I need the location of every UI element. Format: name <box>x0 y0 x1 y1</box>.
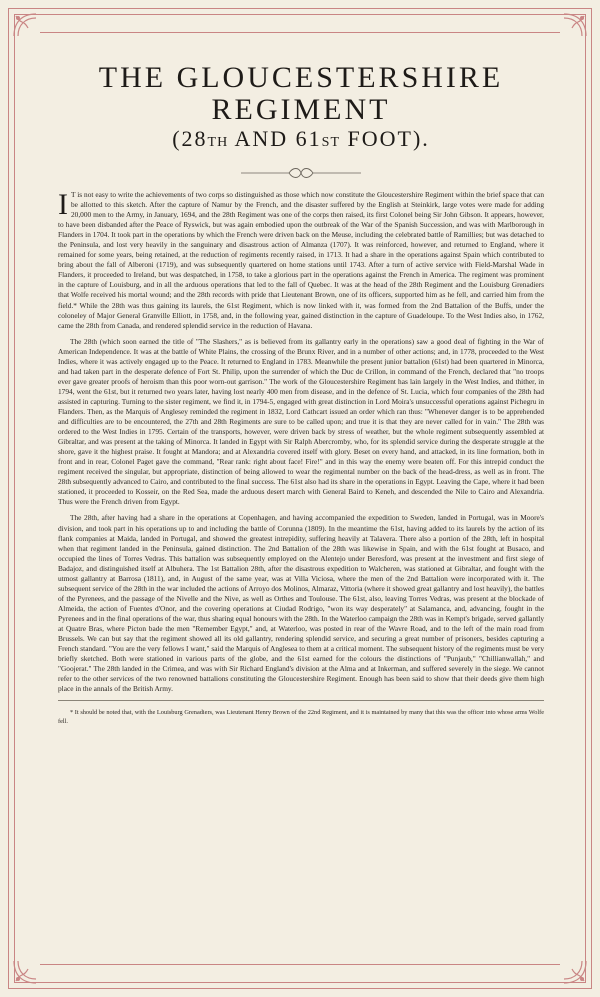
article-body <box>58 190 544 694</box>
paragraph: The 28th (which soon earned the title of "The Slashers," as is believed from its gallantry early in the operations) saw a good deal of fighting in the War of American Independence. It was at the battle of White Plains, the crossing of the Brunx River, and in a number of other actions; and, in 1778, proceeded to the West Indies, where it was actively engaged up to the Peace. It returned to England in 1783. Meanwhile the present junior battalion (61st) had been quartered in Minorca, and had taken part in the desperate defence of Fort St. Philip, upon the surrender of which the Duc de Crillon, in command of the French, declared that "no troops ever gave greater proofs of heroism than this poor worn-out garrison." The work of the Gloucestershire Regiment has lain largely in the West Indies, and thither, in 1794, went the 61st, but it returned two years later, having lost nearly 400 men from disease, and in the defence of St. Lucia, which four companies of the 28th had assisted in capturing. Turning to the sister regiment, we find it, in 1794-5, engaged with great distinction in Lord Moira's unsuccessful operations against Pichegru in Flanders. Then, as the Marquis of Anglesey reminded the regiment in 1832, Lord Cathcart issued an order which ran thus: "Whenever danger is to be apprehended and difficulties are to be encountered, the 27th and 28th Regiments are sure to be called upon; and true it is that they are never called for in vain." The 28th was ordered to the West Indies in 1795. Certain of the transports, however, were driven back by stress of weather, but the whole regiment subsequently assembled at Gibraltar, and was present at the taking of Minorca. It landed in Egypt with Sir Ralph Abercromby, who, for its splendid service during the desperate struggle at the shore, gave it the highest praise. It fought at Mandora; and at Alexandria covered itself with glory. Beset on every hand, and attacked, in its line formation, both in front and in rear, Colonel Paget gave the command, "Rear rank: right about face! Fire!" and in this way the enemy were beaten off. For this intrepid conduct the regiment received the singular, but appropriate, distinction of being allowed to wear the regimental number on the back of the head-dress, as well as in front. The 28th subsequently advanced to Cairo, and contributed to the final success. The 61st also had its share in the operations in Egypt. Leaving the Cape, where it had been stationed, it proceeded to Kosseir, on the Red Sea, made the arduous desert march with General Baird to Keneh, and descended the Nile to Cairo and Alexandria. Thus were the French driven from Egypt. <box>58 336 544 507</box>
footnote: * It should be noted that, with the Louisburg Grenadiers, was Lieutenant Henry Brown of the 22nd Regiment, and it is maintained by many that this was the officer into whose arms Wolfe fell. <box>58 709 544 725</box>
corner-ornament-top-right <box>560 10 590 40</box>
page-subtitle: (28TH AND 61ST FOOT). <box>172 126 430 151</box>
top-border-line <box>40 32 560 33</box>
drop-cap: I <box>58 188 68 221</box>
divider-ornament <box>58 166 544 180</box>
page-title: THE GLOUCESTERSHIRE REGIMENT <box>98 61 504 126</box>
bottom-border-line <box>40 964 560 965</box>
corner-ornament-bottom-left <box>10 957 40 987</box>
footnote-rule <box>58 700 544 701</box>
paragraph: I T is not easy to write the achievements of two corps so distinguished as those which now constitute the Gloucestershire Regiment within the brief space that can be allotted to this sketch. After the capture of Namur by the French, and the disaster suffered by the English at Steinkirk, large votes were made for adding 20,000 men to the Army, in January, 1694, and the 28th Regiment was one of the corps then raised, its first Colonel being Sir John Gibson. It appears, however, to have been disbanded after the Peace of Ryswick, but was again embodied upon the outbreak of the War of the Spanish Succession, and was with Marlborough in Flanders in 1704. It took part in the operations by which the French were driven back on the Meuse, including the celebrated battle of Ramillies; but was detached to the Peninsula, and lost very heavily in the sanguinary and disastrous action of Almanza (1707). It was reinforced, however, and returned to England, where it remained for some years, being retained, at the reduction of regiments recently raised, in 1713. It had a share in the operations against Spain which contributed to bring about the fall of Alberoni (1719), and was subsequently quartered on home stations until 1743. After a turn of active service with Field-Marshal Wade in Flanders, it proceeded to Ireland, but was despatched, in 1758, to take a glorious part in the operations against the French in America. The regiment was prominent in the capture of Louisburg, and in all the arduous operations that led to the fall of Quebec. It was at the head of the 28th Regiment and the Louisburg Grenadiers that Wolfe received his mortal wound; and the 28th records with pride that Lieutenant Brown, one of its officers, supported him as he fell, and carried him from the field.* While the 28th was thus gaining its laurels, the 61st Regiment, which is now linked with it, was formed from the 2nd Battalion of the Buffs, under the coloneley of Major General Granville Elliott, in 1758, and, in the following year, gained distinction in the capture of Guadeloupe. To the West Indies also, in 1762, came the 28th from Canada, and rendered splendid service in the reduction of Havana. <box>58 188 544 330</box>
corner-ornament-top-left <box>10 10 40 40</box>
article <box>58 62 544 726</box>
paragraph: The 28th, after having had a share in the operations at Copenhagen, and having accompanied the expedition to Sweden, landed in Portugal, was in Moore's division, and took part in his operations up to and including the battle of Corunna (1809). In the meantime the 61st, having added to its laurels by the action of its flank companies at Maida, landed in Portugal, and showed the greatest intrepidity, suffering heavily at Talavera. There also a portion of the 28th, left in hospital when that regiment landed in the Peninsula, gained distinction. The 2nd Battalion of the 28th was likewise in Spain, and with the 61st fought at Busaco, and occupied the lines of Torres Vedras. This battalion was subsequently employed on the Alentejo under Beresford, was present at the investment and first siege of Badajoz, and distinguished itself at Albuhera. The 1st Battalion 28th, after the disastrous expedition to Walcheren, was stationed at Gibraltar, and fought with the utmost gallantry at Barrosa (1811), and, in August of the same year, was at Villa Viciosa, where the men of the 2nd Battalion were incorporated with it. The subsequent service of the 28th in the war included the actions of Arroyo dos Molinos, Almaraz, Vittoria (where it showed great gallantry and lost heavily), the battles of the Pyrenees, and the passage of the Nivelle and the Nive, as well as Orthes and Toulouse. The 61st, also, leaving Torres Vedras, was present at the blockade of Almeida, the action of Fuentes d'Onor, and the covering operations at Ciudad Rodrigo, "won its way desperately" at Salamanca, and, advancing, fought in the Pyrenees and in the final operations of the war, thus sharing equal honours with the 28th. In the Waterloo campaign the 28th was in Kempt's brigade, served gallantly at Quatre Bras, where Picton bade the men "Remember Egypt," and, at Waterloo, was posted in rear of the Wavre Road, and to the left of the main road from Brussels. We can but say that the regiment showed all its old gallantry, rendering splendid service, and securing a great number of prisoners, besides capturing a French standard. "You are the very fellows I want," said the Marquis of Anglesea to them at a critical moment. The subsequent history of the regiments must be very briefly sketched. Both were stationed in various parts of the globe, and the 61st earned for the colours the distinctions of "Punjaub," "Chillianwallah," and "Goojerat." The 28th landed in the Crimea, and was with Sir Richard England's division at the Alma and at Inkerman, and suffered severely in the siege. We cannot refer to the other services of the two renowned battalions constituting the Gloucestershire Regiment. Enough has been said to show that their deeds give them high place in the annals of the British Army. <box>58 513 544 694</box>
corner-ornament-bottom-right <box>560 957 590 987</box>
